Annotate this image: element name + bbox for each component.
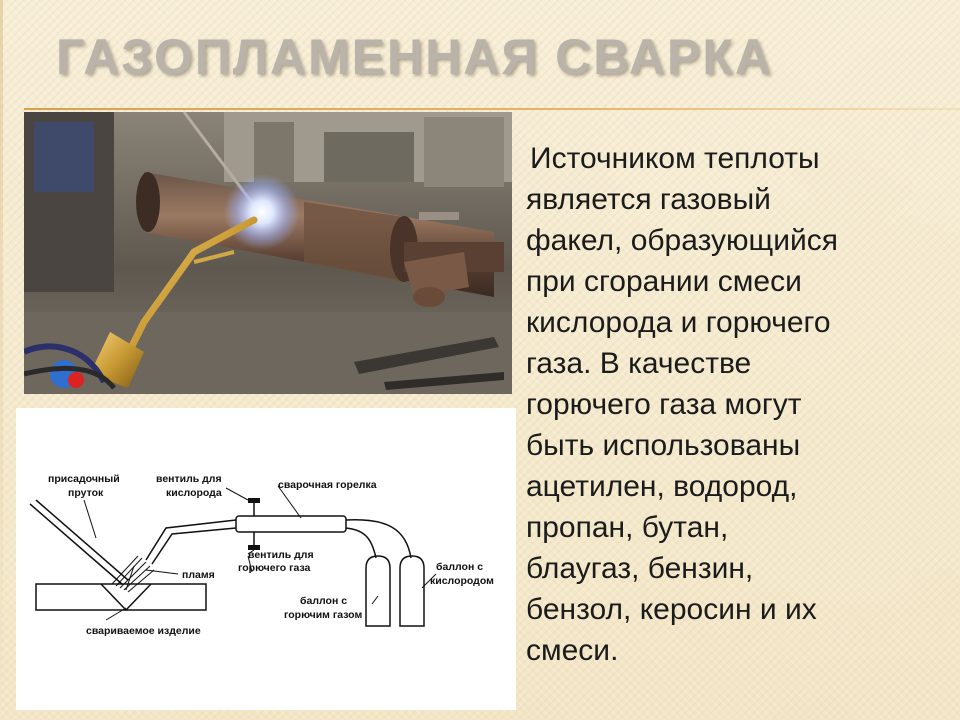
slide-title: ГАЗОПЛАМЕННАЯ СВАРКА [56, 29, 773, 85]
body-line-12: бензол, керосин и их [526, 593, 817, 626]
label-oxygen-valve-1: вентиль для [156, 473, 222, 485]
label-oxygen-cylinder-1: баллон с [436, 561, 484, 573]
body-line-1: Источником теплоты [530, 142, 820, 175]
body-line-4: при сгорании смеси [526, 265, 802, 298]
welding-photo-illustration [24, 112, 512, 394]
label-torch: сварочная горелка [278, 479, 377, 491]
label-oxygen-valve-2: кислорода [166, 487, 222, 499]
body-line-13: смеси. [526, 634, 619, 667]
body-line-11: блаугаз, бензин, [526, 552, 754, 585]
body-line-5: кислорода и горючего [526, 306, 831, 339]
body-line-8: быть использованы [526, 429, 801, 462]
label-fuel-cylinder-1: баллон с [300, 595, 348, 607]
body-line-10: пропан, бутан, [526, 511, 729, 544]
body-line-3: факел, образующийся [526, 224, 838, 257]
body-line-6: газа. В качестве [526, 347, 752, 380]
body-line-2: является газовый [526, 183, 771, 216]
fuel-cylinder [366, 556, 390, 626]
workpiece-shape [36, 584, 206, 610]
left-edge-shading [0, 0, 3, 720]
body-line-9: ацетилен, водород, [526, 470, 798, 503]
label-flame: пламя [182, 569, 215, 581]
oxygen-cylinder [400, 556, 424, 626]
label-fuel-cylinder-2: горючим газом [284, 609, 363, 621]
label-fuel-valve-2: горючего газа [238, 562, 311, 574]
label-filler-rod-1: присадочный [48, 473, 120, 485]
label-oxygen-cylinder-2: кислородом [430, 575, 494, 587]
body-line-7: горючего газа могут [526, 388, 802, 421]
slide-body-text [526, 138, 946, 671]
diagram-drawing [16, 408, 516, 710]
torch-body [236, 516, 346, 532]
label-filler-rod-2: пруток [68, 487, 104, 499]
label-workpiece: свариваемое изделие [86, 625, 201, 637]
label-fuel-valve-1: вентиль для [248, 549, 314, 561]
welding-setup-diagram [16, 408, 516, 710]
welding-photo [24, 112, 512, 394]
title-underline [24, 108, 960, 110]
